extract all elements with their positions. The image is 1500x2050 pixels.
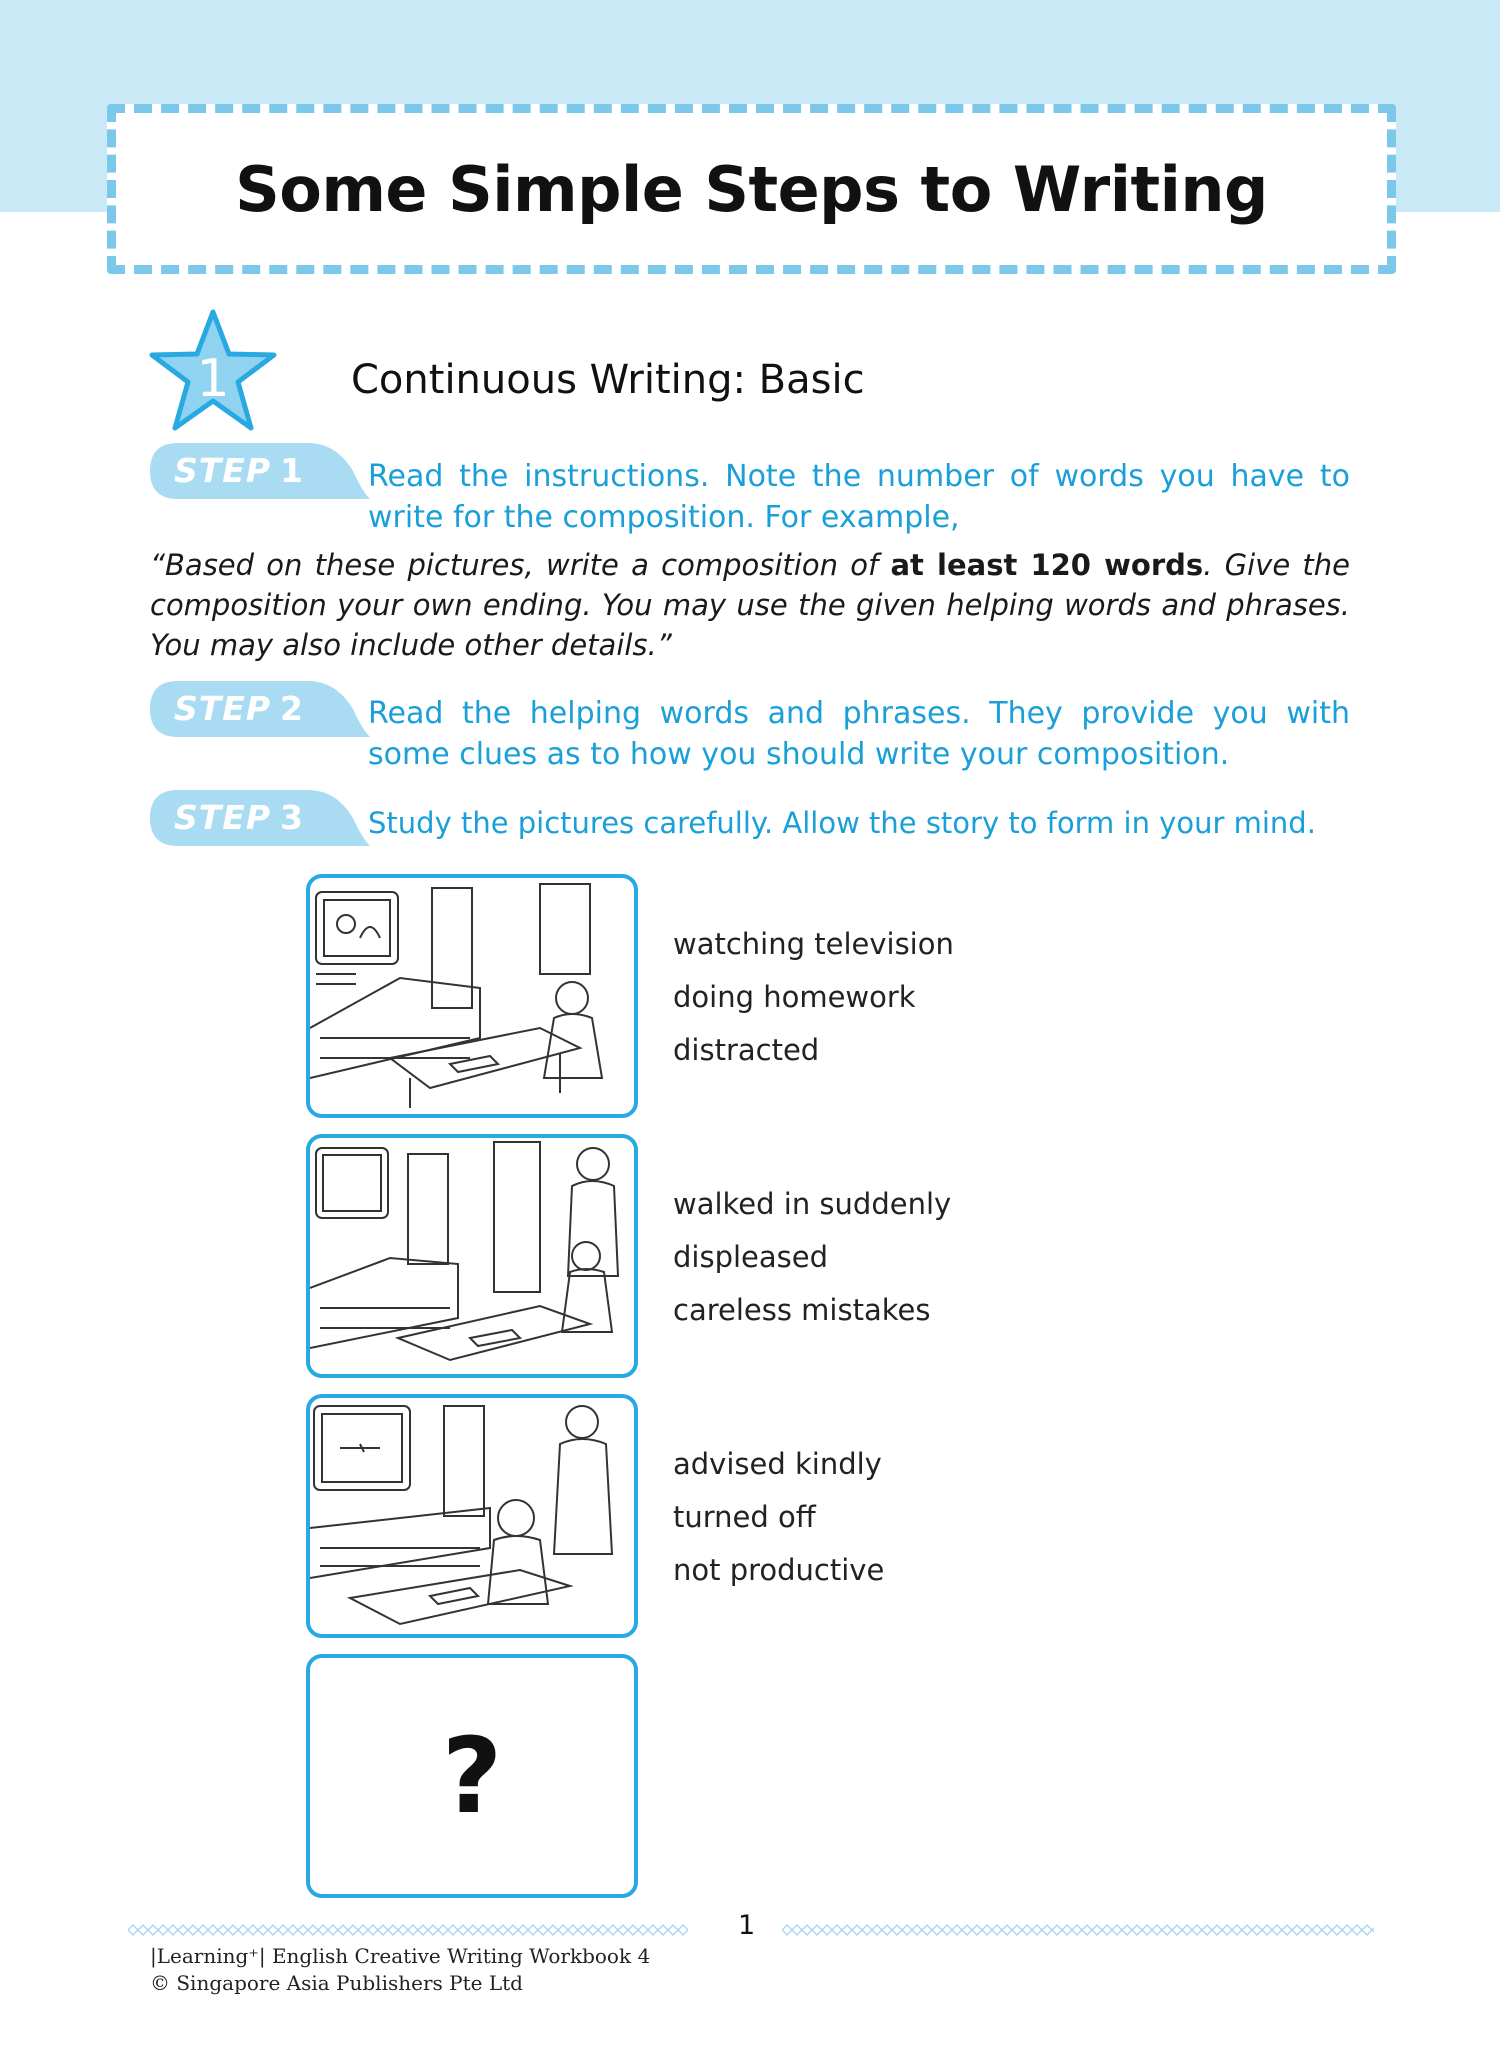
- helping-word: not productive: [673, 1553, 885, 1587]
- picture-1: [306, 874, 638, 1118]
- helping-word: turned off: [673, 1500, 816, 1534]
- helping-word: doing homework: [673, 980, 916, 1014]
- example-before: “Based on these pictures, write a composition of: [150, 548, 891, 582]
- section-heading: Continuous Writing: Basic: [351, 357, 865, 403]
- footer-copyright: © Singapore Asia Publishers Pte Ltd: [150, 1971, 523, 1995]
- example-instruction: [150, 545, 1350, 665]
- helping-word: watching television: [673, 927, 954, 961]
- example-word-count: at least 120 words: [890, 548, 1204, 582]
- step-number: 2: [280, 689, 303, 728]
- step-label: STEP: [174, 689, 272, 728]
- helping-word: distracted: [673, 1033, 820, 1067]
- helping-word: walked in suddenly: [673, 1187, 952, 1221]
- footer-divider-left: [128, 1922, 688, 1938]
- helping-word: advised kindly: [673, 1447, 882, 1481]
- picture-2: [306, 1134, 638, 1378]
- question-mark: ?: [441, 1715, 503, 1837]
- star-icon: [147, 308, 279, 434]
- helping-words-3: [673, 1444, 884, 1603]
- step-number: 3: [280, 798, 303, 837]
- page-number: 1: [738, 1910, 756, 1941]
- step-label: STEP: [174, 798, 272, 837]
- page-title: Some Simple Steps to Writing: [235, 152, 1268, 226]
- helping-words-1: [673, 924, 954, 1083]
- helping-words-2: [673, 1184, 951, 1343]
- picture-4-ending: [306, 1654, 638, 1898]
- step-2-text: Read the helping words and phrases. They provide you with some clues as to how you should write your composition.: [368, 696, 1350, 772]
- title-box: [107, 104, 1396, 274]
- step-1-tab: [148, 441, 370, 501]
- section-number: 1: [196, 349, 230, 409]
- step-label: STEP: [174, 451, 272, 490]
- footer-divider-right: [782, 1922, 1374, 1938]
- footer-book-title: |Learning⁺| English Creative Writing Workbook 4: [150, 1944, 651, 1968]
- step-3-text: Study the pictures carefully. Allow the story to form in your mind.: [368, 806, 1316, 840]
- picture-3: [306, 1394, 638, 1638]
- step-1-text: Read the instructions. Note the number of words you have to write for the composition. For example,: [368, 459, 1350, 535]
- step-number: 1: [280, 451, 303, 490]
- step-2-tab: [148, 679, 370, 739]
- helping-word: displeased: [673, 1240, 829, 1274]
- example-after: . Give the composition your own ending. You may use the given helping words and phrases. You may also include other details.”: [150, 548, 1351, 662]
- helping-word: careless mistakes: [673, 1293, 931, 1327]
- step-3-tab: [148, 788, 370, 848]
